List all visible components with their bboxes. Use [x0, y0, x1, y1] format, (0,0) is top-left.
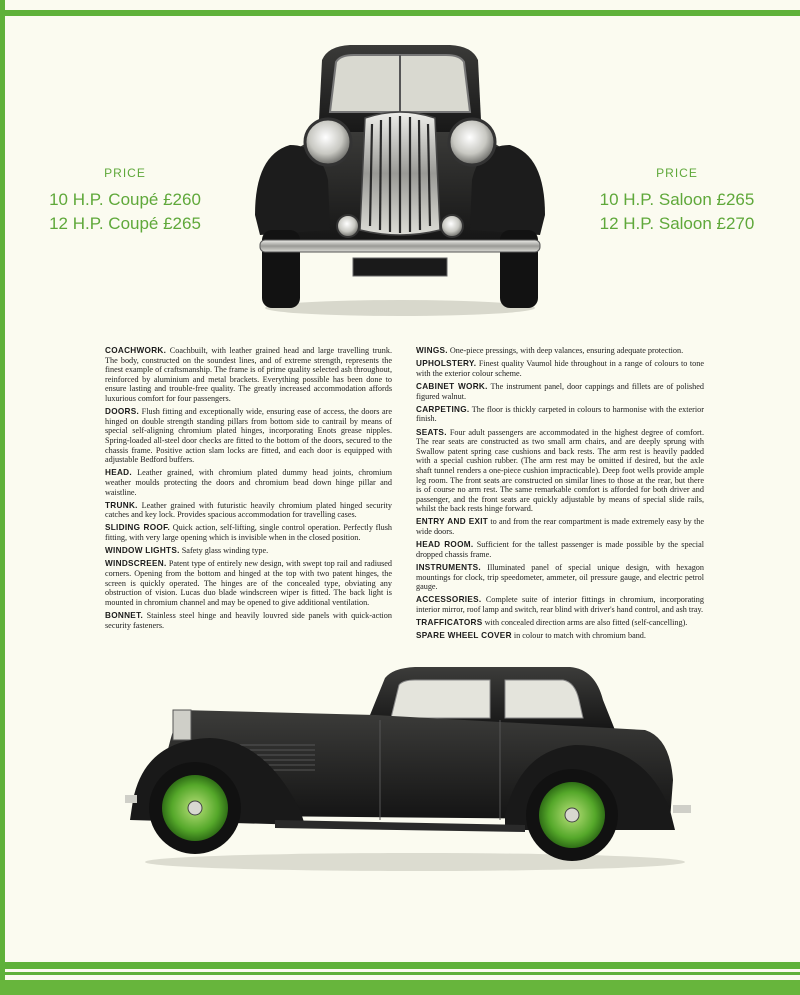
saloon-12hp-price: 12 H.P. Saloon £270 — [599, 214, 755, 233]
spec-seats: SEATS. Four adult passengers are accommodated in the highest degree of comfort. The rear seats are constructed as two small arm chairs, and are deeply sprung with Swallow patent spring case cushions and back rests. The arm rest is heavily padded with a special cushion rubber. (The arm rest may be omitted if desired, but the axle shaft tunnel renders a one-piece cushion impracticable). Deep foot wells provide ample leg room. The front seats are constructed on similar lines to those at the rear, but there is of course no arm rest. The same remarkable comfort is afforded for both driver and passenger, and the front seats are quickly adjustable by means of special slide rails, whilst the back rests hinge forward. — [416, 427, 704, 514]
car-front-view-illustration — [250, 40, 550, 320]
spec-head: HEAD. Leather grained, with chromium plated dummy head joints, chromium weather moulds protecting the doors and chromium bead down hinge pillar and waistline. — [105, 468, 392, 497]
spec-trunk: TRUNK. Leather grained with futuristic heavily chromium plated hinged security catches and key lock. Provides spacious accommodation for travelling cases. — [105, 500, 392, 520]
price-heading: PRICE — [656, 166, 698, 180]
specifications-left-column — [105, 346, 392, 634]
spec-spare-wheel-cover: SPARE WHEEL COVER in colour to match with chromium band. — [416, 631, 646, 641]
spec-cabinet-work: CABINET WORK. The instrument panel, door cappings and fillets are of polished figured walnut. — [416, 381, 704, 401]
saloon-10hp-price: 10 H.P. Saloon £265 — [599, 190, 755, 209]
bottom-green-band — [0, 980, 800, 995]
spec-accessories: ACCESSORIES. Complete suite of interior fittings in chromium, incorporating interior mirror, roof lamp and switch, rear blind with driver's hand control, and ash tray. — [416, 595, 704, 614]
spec-windscreen: WINDSCREEN. Patent type of entirely new design, with swept top rail and radiused corners. Opening from the bottom and hinged at the top with two patent hinges, the screen is quickly operated. The hinges are of the concealed type, obviating any obstruction of vision. Lucas duo blade windscreen wiper is fitted. The back light is mounted in chromium channel and may be opened to give additional ventilation. — [105, 559, 392, 607]
spec-window-lights: WINDOW LIGHTS. Safety glass winding type. — [105, 546, 269, 556]
coupe-12hp-price: 12 H.P. Coupé £265 — [49, 214, 201, 233]
top-green-stripe — [0, 10, 800, 16]
spec-sliding-roof: SLIDING ROOF. Quick action, self-lifting, single control operation. Perfectly flush fitting, with very large opening which is invisible when in the closed position. — [105, 523, 392, 543]
spec-coachwork: COACHWORK. Coachbuilt, with leather grained head and large travelling trunk. The body, constructed on the soundest lines, and of extreme strength, represents the finest example of craftsmanship. The frame is of prime quality selected ash throughout, reinforced by aluminium and metal brackets. Everything possible has been done to ensure lasting and trouble-free quality. The greatly increased accommodation affords luxurious comfort for four passengers. — [105, 346, 392, 403]
bottom-green-thin-stripe — [0, 972, 800, 975]
saloon-price-block — [592, 166, 762, 236]
price-heading: PRICE — [104, 166, 146, 180]
spec-entry-and-exit: ENTRY AND EXIT to and from the rear compartment is made extremely easy by the wide doors. — [416, 517, 704, 537]
left-green-stripe — [0, 0, 5, 995]
spec-doors: DOORS. Flush fitting and exceptionally wide, ensuring ease of access, the doors are hinged on double strength standing pillars from bottom side to cantrail by means of special self-aligning chromium plated hinges, incorporating Enots grease nipples. Spring-loaded all-steel door checks are fitted to the bottom of the doors, secured to the chassis frame. Positive action slam locks are fitted, and each door is equipped with adjustable Bedford buffers. — [105, 407, 392, 465]
spec-carpeting: CARPETING. The floor is thickly carpeted in colours to harmonise with the exterior finish. — [416, 404, 704, 424]
spec-upholstery: UPHOLSTERY. Finest quality Vaumol hide throughout in a range of colours to tone with the exterior colour scheme. — [416, 359, 704, 378]
car-side-view-illustration — [125, 660, 695, 875]
spec-wings: WINGS. One-piece pressings, with deep valances, ensuring adequate protection. — [416, 346, 684, 355]
specifications-right-column — [416, 346, 704, 645]
spec-instruments: INSTRUMENTS. Illuminated panel of special unique design, with hexagon mountings for clock, trip speedometer, ammeter, oil pressure gauge, and electric petrol gauge. — [416, 563, 704, 592]
coupe-10hp-price: 10 H.P. Coupé £260 — [49, 190, 201, 209]
coupe-price-block — [40, 166, 210, 236]
spec-head-room: HEAD ROOM. Sufficient for the tallest passenger is made possible by the special dropped chassis frame. — [416, 540, 704, 559]
spec-trafficators: TRAFFICATORS with concealed direction arms are also fitted (self-cancelling). — [416, 618, 688, 628]
bottom-green-stripe — [0, 962, 800, 969]
spec-bonnet: BONNET. Stainless steel hinge and heavily louvred side panels with quick-action security fasteners. — [105, 611, 392, 630]
